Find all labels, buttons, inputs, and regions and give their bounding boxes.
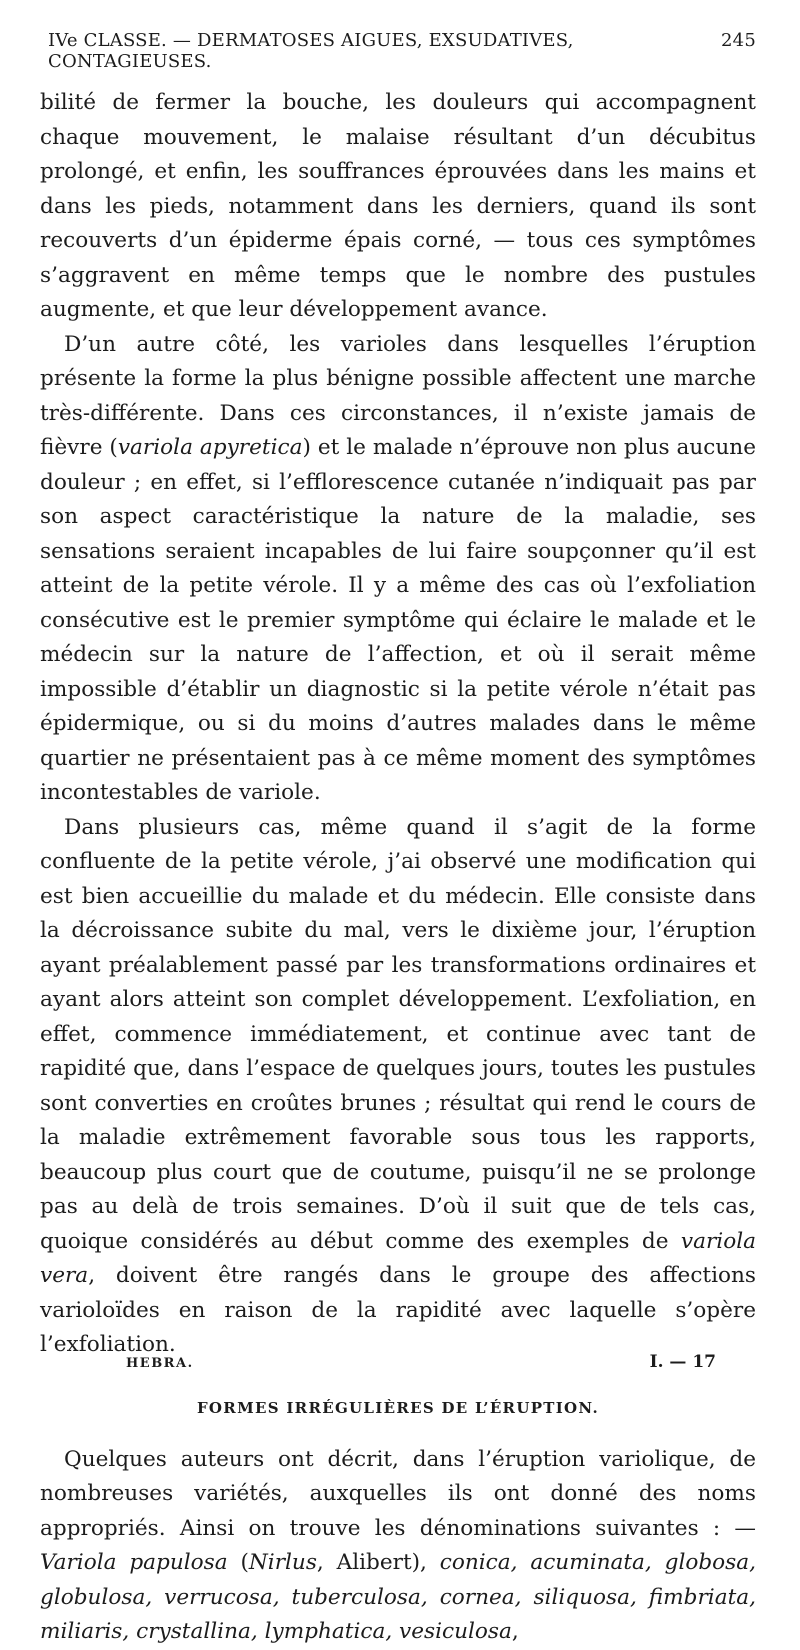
italic-term: Variola papulosa <box>40 1550 228 1575</box>
running-head-title: IVe CLASSE. — DERMATOSES AIGUES, EXSUDATIVES, CONTAGIEUSES. <box>48 30 574 72</box>
italic-term: variola vera <box>40 1228 756 1288</box>
running-head <box>40 30 756 72</box>
signature-mark: I. — 17 <box>649 1352 716 1372</box>
paragraph-text: , <box>511 1619 519 1644</box>
paragraph-continuation: bilité de fermer la bouche, les douleurs qui accompagnent chaque mouvement, le malaise résultant d’un décubitus prolongé, et enfin, les souffrances éprouvées dans les mains et dans les pieds, notamment dans les derniers, quand ils sont recouverts d’un épiderme épais corné, — tous ces symptômes s’aggravent en même temps que le nombre des pustules augmente, et que leur développement avance. <box>40 90 756 322</box>
paragraph-text: Quelques auteurs ont décrit, dans l’éruption variolique, de nombreuses variétés, auxquelles ils ont donné des noms appropriés. Ainsi on trouve les dénominations suivantes : — <box>40 1446 756 1541</box>
paragraph-text: , doivent être rangés dans le groupe des affections varioloïdes en raison de la rapidité avec laquelle s’opère l’exfoliation. <box>40 1263 756 1357</box>
paragraph-confluent-form <box>40 811 756 1363</box>
section-heading: FORMES IRRÉGULIÈRES DE L’ÉRUPTION. <box>196 1398 599 1417</box>
paragraph-variola-apyretica <box>40 328 756 811</box>
italic-term-list: conica, acuminata, globosa, globulosa, verrucosa, tuberculosa, cornea, siliquosa, fimbriata, miliaris, crystallina, lymphatica, vesiculosa <box>40 1550 757 1644</box>
page-number: 245 <box>721 30 756 51</box>
page-footer <box>40 1352 716 1372</box>
paragraph-text: D’un autre côté, les varioles dans lesquelles l’éruption présente la forme la plus bénigne possible affectent une marche très-différente. Dans ces circonstances, il n’existe jamais de fièvre ( <box>40 331 756 460</box>
paragraph-varieties <box>40 1443 756 1650</box>
author-mark: HEBRA. <box>126 1356 194 1371</box>
italic-term: Nirlus <box>248 1550 317 1575</box>
paragraph-text: ) et le malade n’éprouve non plus aucune douleur ; en effet, si l’efflorescence cutanée n’indiquait pas par son aspect caractéristique la nature de la maladie, ses sensations seraient incapables de lui faire soupçonner qu’il est atteint de la petite vérole. Il y a même des cas où l’exfoliation consécutive est le premier symptôme qui éclaire le malade et le médecin sur la nature de l’affection, et où il serait même impossible d’établir un diagnostic si la petite vérole n’était pas épidermique, ou si du moins d’autres malades dans le même quartier ne présentaient pas à ce même moment des symptômes incontestables de variole. <box>40 435 756 805</box>
paragraph-text: , Alibert), <box>316 1550 440 1575</box>
italic-term: variola apyretica <box>117 435 303 460</box>
paragraph-text: Dans plusieurs cas, même quand il s’agit de la forme confluente de la petite vérole, j’ai observé une modification qui est bien accueillie du malade et du médecin. Elle consiste dans la décroissance subite du mal, vers le dixième jour, l’éruption ayant préalablement passé par les transformations ordinaires et ayant alors atteint son complet développement. L’exfoliation, en effet, commence immédiatement, et continue avec tant de rapidité que, dans l’espace de quelques jours, toutes les pustules sont converties en croûtes brunes ; résultat qui rend le cours de la maladie extrêmement favorable sous tous les rapports, beaucoup plus court que de coutume, puisqu’il ne se prolonge pas au delà de trois semaines. D’où il suit que de tels cas, quoique considérés au début comme des exemples de <box>40 814 756 1254</box>
paragraph-text: ( <box>227 1550 249 1575</box>
body-text <box>40 86 756 1650</box>
